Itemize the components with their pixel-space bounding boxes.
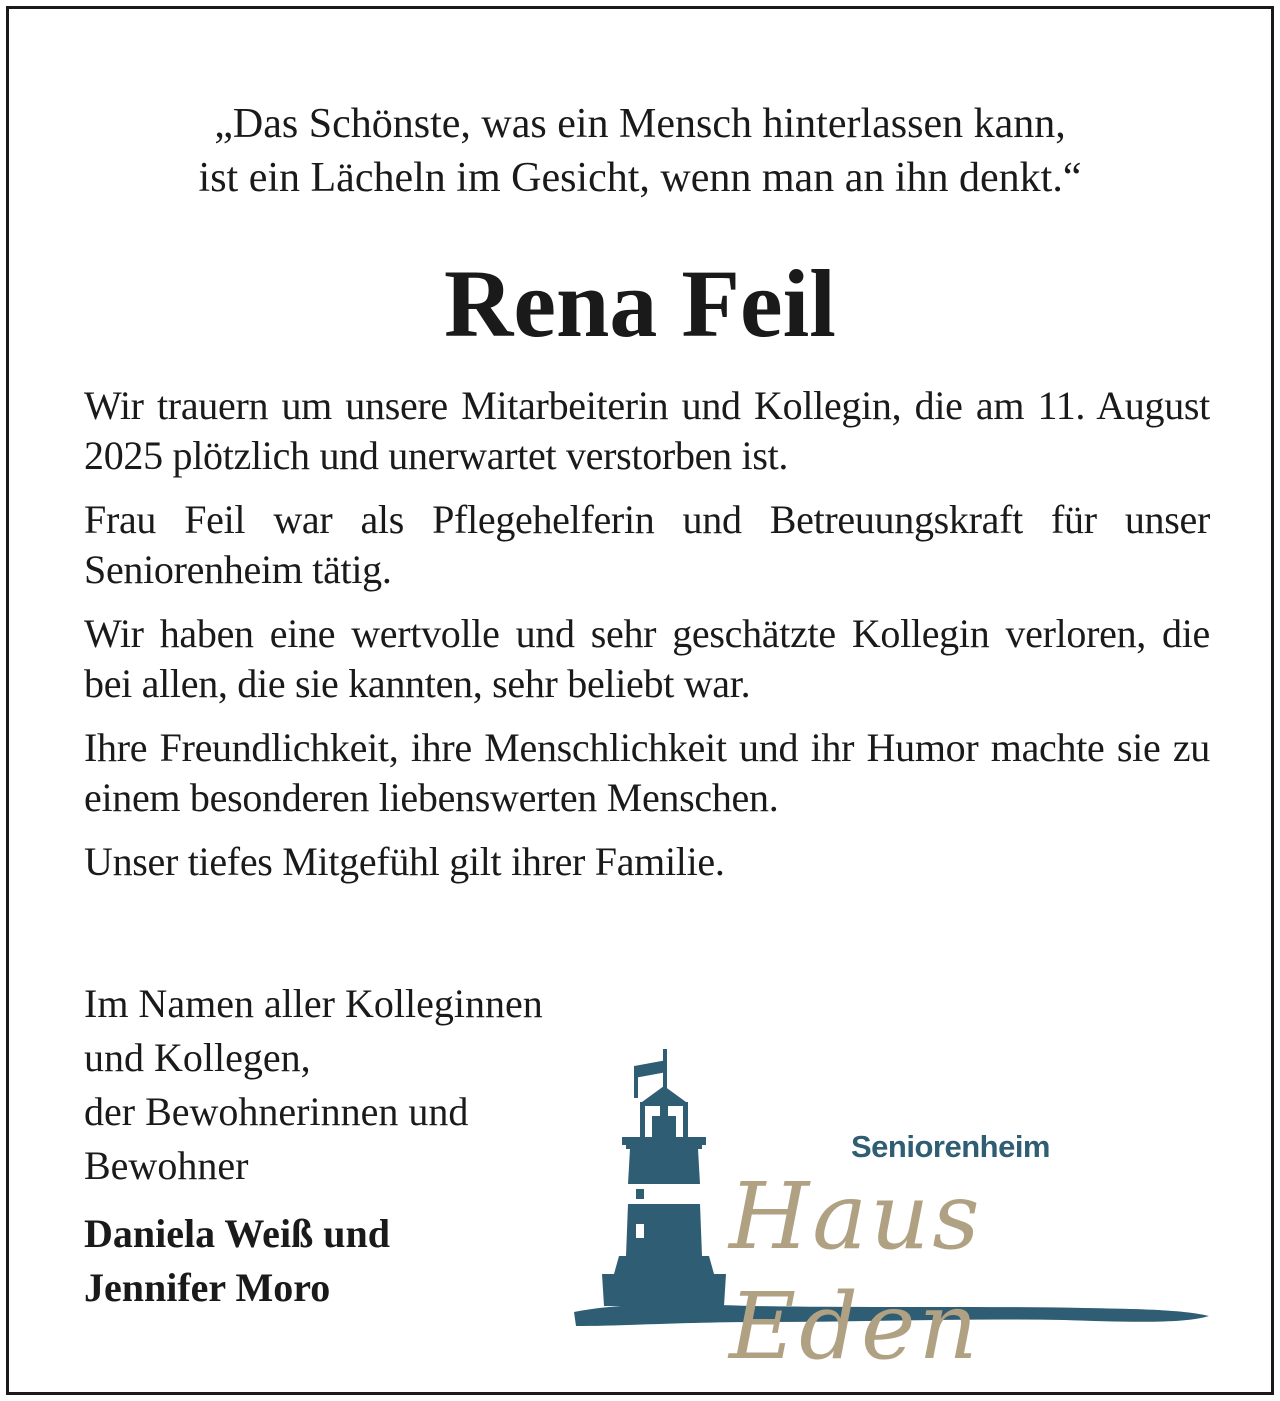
logo-title: Haus Eden [729, 1163, 983, 1380]
haus-eden-logo [564, 1044, 1224, 1380]
signers [84, 1207, 644, 1315]
closing-line: Im Namen aller Kolleginnen [84, 981, 543, 1026]
signer-line: Jennifer Moro [84, 1265, 331, 1310]
paragraph: Wir trauern um unsere Mitarbeiterin und Kollegin, die am 11. August 2025 plötzlich und unerwartet verstorben ist. [84, 383, 1210, 478]
obituary-text [84, 381, 1210, 901]
logo-subtitle: Seniorenheim [851, 1129, 1050, 1164]
paragraph: Wir haben eine wertvolle und sehr geschätzte Kollegin verloren, die bei allen, die sie kannten, sehr beliebt war. [84, 611, 1210, 706]
paragraph: Ihre Freundlichkeit, ihre Menschlichkeit und ihr Humor machte sie zu einem besonderen liebenswerten Menschen. [84, 725, 1210, 820]
paragraph: Frau Feil war als Pflegehelferin und Betreuungskraft für unser Seniorenheim tätig. [84, 497, 1210, 592]
closing-line: der Bewohnerinnen und [84, 1089, 469, 1134]
deceased-name: Rena Feil [444, 250, 836, 357]
closing-line: und Kollegen, [84, 1035, 311, 1080]
closing-line: Bewohner [84, 1143, 249, 1188]
quote-line: ist ein Lächeln im Gesicht, wenn man an ihn denkt.“ [198, 155, 1082, 201]
quote-line: „Das Schönste, was ein Mensch hinterlassen kann, [214, 101, 1066, 147]
obituary-frame [6, 6, 1274, 1395]
quote [9, 97, 1271, 205]
signer-line: Daniela Weiß und [84, 1211, 391, 1256]
paragraph: Unser tiefes Mitgefühl gilt ihrer Familie. [84, 839, 725, 884]
closing-text [84, 977, 644, 1193]
